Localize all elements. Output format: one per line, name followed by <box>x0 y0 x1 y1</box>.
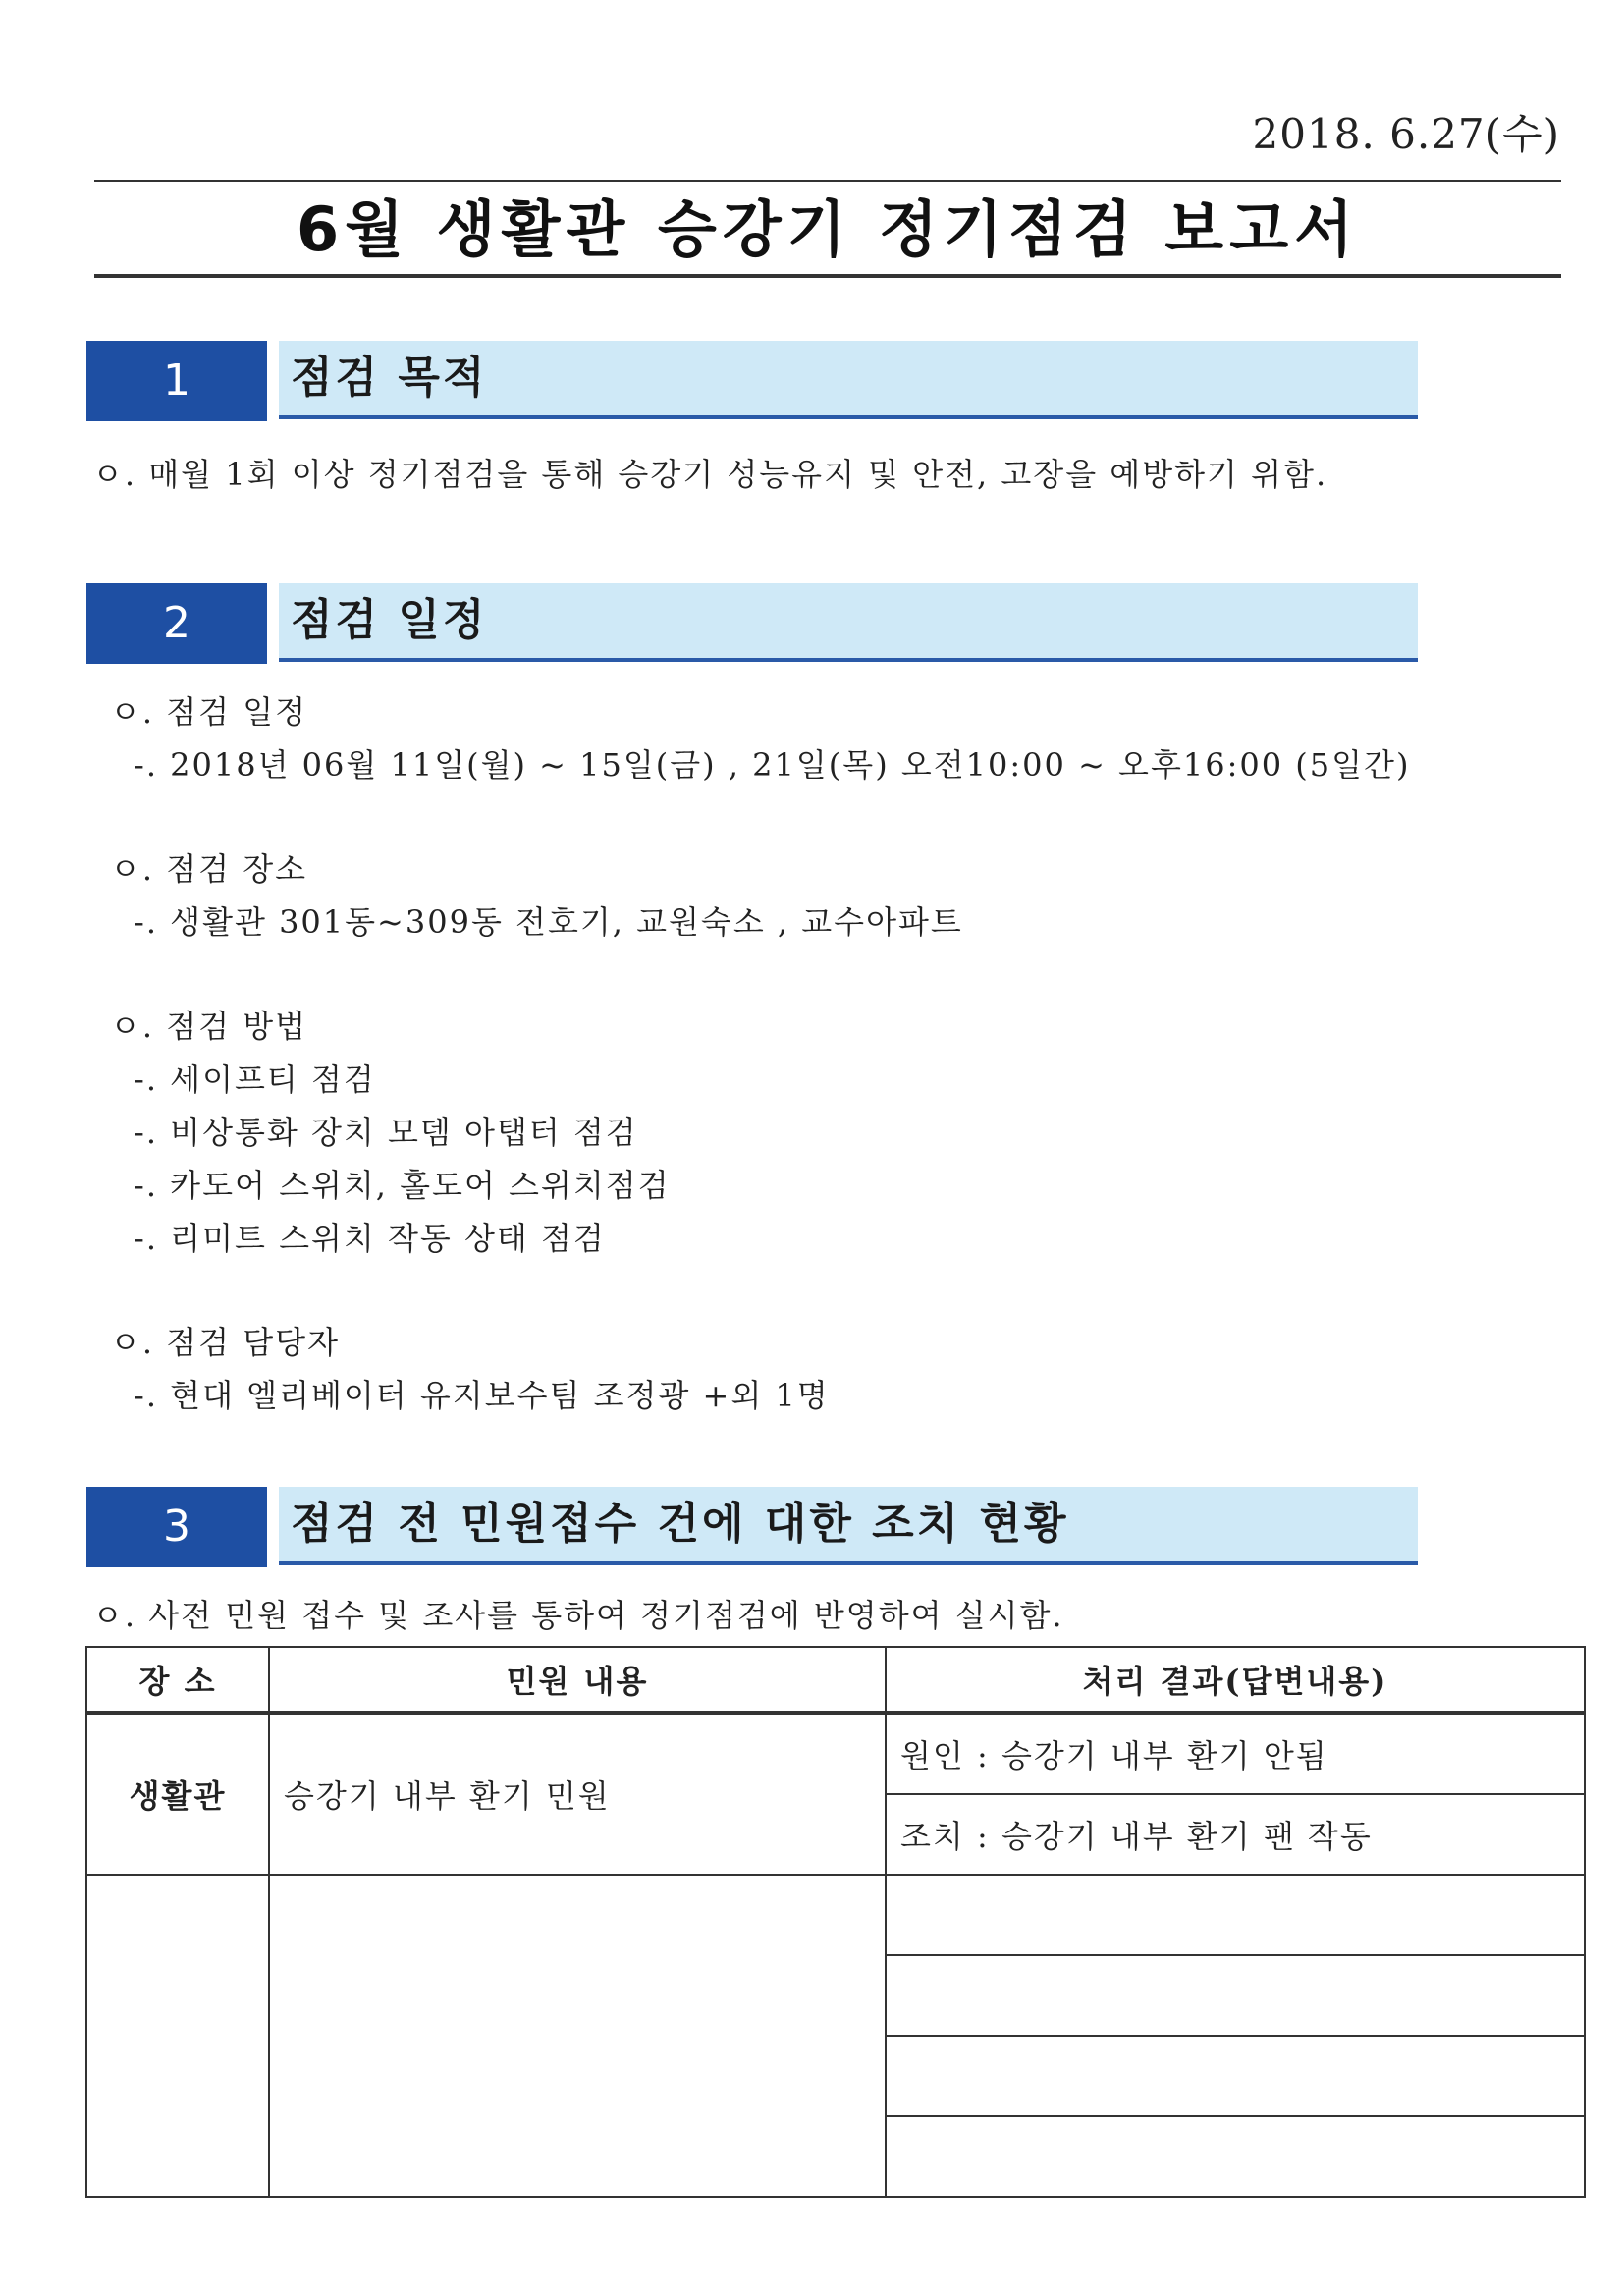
section-2-title: 점검 일정 <box>279 583 1418 662</box>
schedule-staff-value: -. 현대 엘리베이터 유지보수팀 조정광 +외 1명 <box>134 1377 830 1414</box>
table-header-row <box>86 1647 1585 1713</box>
schedule-place-label: ㅇ. 점검 장소 <box>110 850 308 888</box>
schedule-method-label: ㅇ. 점검 방법 <box>110 1008 308 1045</box>
schedule-place-value: -. 생활관 301동~309동 전호기, 교원숙소 , 교수아파트 <box>134 903 963 941</box>
section-3-title: 점검 전 민원접수 건에 대한 조치 현황 <box>279 1487 1418 1565</box>
method-item: -. 세이프티 점검 <box>134 1061 376 1098</box>
schedule-date-label: ㅇ. 점검 일정 <box>110 693 308 731</box>
title-bottom-rule <box>94 274 1561 278</box>
section-1-number: 1 <box>86 341 267 421</box>
row-cause: 원인 : 승강기 내부 환기 안됨 <box>886 1713 1585 1794</box>
table-row <box>86 1713 1585 1794</box>
empty-result-cell <box>886 1955 1585 2036</box>
document-title: 6월 생활관 승강기 정기점검 보고서 <box>297 193 1359 265</box>
header-content: 민원 내용 <box>269 1647 886 1713</box>
section-3-number: 3 <box>86 1487 267 1567</box>
section-1-header <box>86 341 1418 421</box>
schedule-date-value: -. 2018년 06월 11일(월) ~ 15일(금) , 21일(목) 오전10:00 ~ 오후16:00 (5일간) <box>134 746 1411 784</box>
section-3-header <box>86 1487 1418 1567</box>
report-date: 2018. 6.27(수) <box>1252 110 1560 158</box>
header-result: 처리 결과(답변내용) <box>886 1647 1585 1713</box>
complaints-intro: ㅇ. 사전 민원 접수 및 조사를 통하여 정기점검에 반영하여 실시함. <box>92 1597 1064 1634</box>
row-content: 승강기 내부 환기 민원 <box>269 1713 886 1875</box>
method-item: -. 카도어 스위치, 홀도어 스위치점검 <box>134 1167 671 1204</box>
empty-content-cell <box>269 1875 886 2197</box>
empty-result-cell <box>886 2036 1585 2116</box>
title-top-rule <box>94 180 1561 182</box>
purpose-text: ㅇ. 매월 1회 이상 정기점검을 통해 승강기 성능유지 및 안전, 고장을 예방하기 위함. <box>92 456 1328 493</box>
section-2-header <box>86 583 1418 664</box>
method-item: -. 리미트 스위치 작동 상태 점검 <box>134 1220 606 1257</box>
complaints-table <box>85 1646 1586 2198</box>
schedule-staff-label: ㅇ. 점검 담당자 <box>110 1324 340 1361</box>
empty-result-cell <box>886 1875 1585 1955</box>
empty-location-cell <box>86 1875 269 2197</box>
row-action: 조치 : 승강기 내부 환기 팬 작동 <box>886 1794 1585 1875</box>
section-1-title: 점검 목적 <box>279 341 1418 419</box>
empty-result-cell <box>886 2116 1585 2197</box>
header-location: 장 소 <box>86 1647 269 1713</box>
row-location: 생활관 <box>86 1713 269 1875</box>
section-2-number: 2 <box>86 583 267 664</box>
method-item: -. 비상통화 장치 모뎀 아탭터 점검 <box>134 1114 638 1151</box>
table-row-empty <box>86 1875 1585 1955</box>
